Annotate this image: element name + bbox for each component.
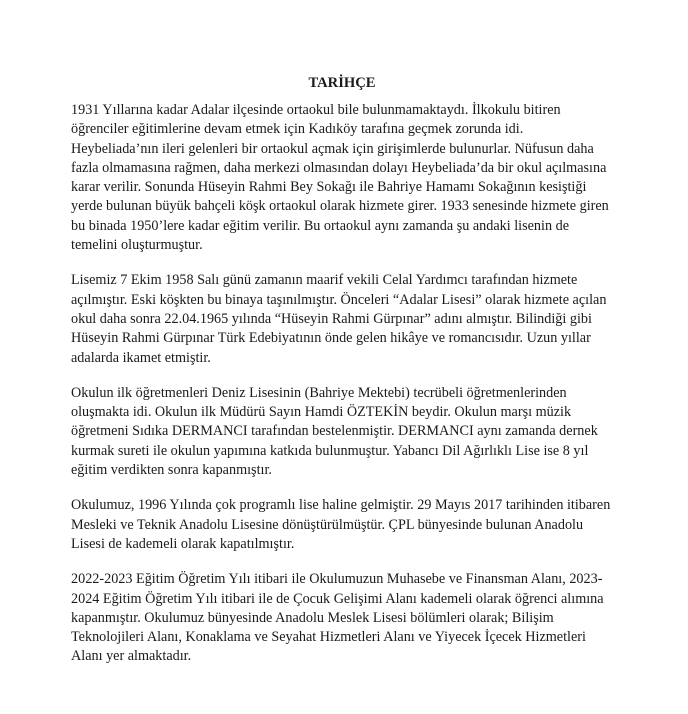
paragraph-history-origin: 1931 Yıllarına kadar Adalar ilçesinde ortaokul bile bulunmamaktaydı. İlkokulu bitiren öğrenciler eğitimlerine devam etmek için Kadıköy tarafına geçmek zorunda idi. Heybeliada’nın ileri gelenleri bir ortaokul açmak için girişimlerde bulunurlar. Nüfusun daha fazla olmamasına rağmen, daha merkezi olmasından dolayı Heybeliada’da bir okul açılmasına karar verilir. Sonunda Hüseyin Rahmi Bey Sokağı ile Bahriye Hamamı Sokağının kesiştiği yerde bulunan büyük bahçeli köşk ortaokul olarak hizmete girer. 1933 senesinde hizmete giren bu binada 1950’lere kadar eğitim verilir. Bu ortaokul aynı zamanda şu andaki lisenin de temelini oluşturmuştur.	[71, 102, 609, 254]
paragraph-opening: Lisemiz 7 Ekim 1958 Salı günü zamanın maarif vekili Celal Yardımcı tarafından hizmete açılmıştır. Eski köşkten bu binaya taşınılmıştır. Önceleri “Adalar Lisesi” olarak hizmete açılan okul daha sonra 22.04.1965 yılında “Hüseyin Rahmi Gürpınar” adını almıştır. Bilindiği gibi Hüseyin Rahmi Gürpınar Türk Edebiyatının önde gelen hikâye ve romancısıdır. Uzun yıllar adalarda ikamet etmiştir.	[71, 272, 607, 366]
document-title: TARİHÇE	[308, 75, 376, 91]
paragraph-current-departments: 2022-2023 Eğitim Öğretim Yılı itibari ile Okulumuzun Muhasebe ve Finansman Alanı, 2023-2024 Eğitim Öğretim Yılı itibari ile de Çocuk Gelişimi Alanı kademeli olarak öğrenci alımına kapanmıştır. Okulumuz bünyesinde Anadolu Meslek Lisesi bölümleri olarak; Bilişim Teknolojileri Alanı, Konaklama ve Seyahat Hizmetleri Alanı ve Yiyecek İçecek Hizmetleri Alanı yer almaktadır.	[71, 571, 604, 665]
paragraph-first-teachers: Okulun ilk öğretmenleri Deniz Lisesinin (Bahriye Mektebi) tecrübeli öğretmenlerinden oluşmakta idi. Okulun ilk Müdürü Sayın Hamdi ÖZTEKİN beydir. Okulun marşı müzik öğretmeni Sıdıka DERMANCI tarafından bestelenmiştir. DERMANCI aynı zamanda dernek kurmak sureti ile okulun yapımına katkıda bulunmuştur. Yabancı Dil Ağırlıklı Lise ise 8 yıl eğitim verdikten sonra kapanmıştır.	[71, 384, 598, 479]
document-page	[71, 74, 613, 683]
paragraph-1996-transition: Okulumuz, 1996 Yılında çok programlı lise haline gelmiştir. 29 Mayıs 2017 tarihinden itibaren Mesleki ve Teknik Anadolu Lisesine dönüştürülmüştür. ÇPL bünyesinde bulunan Anadolu Lisesi de kademeli olarak kapatılmıştır.	[71, 497, 611, 552]
